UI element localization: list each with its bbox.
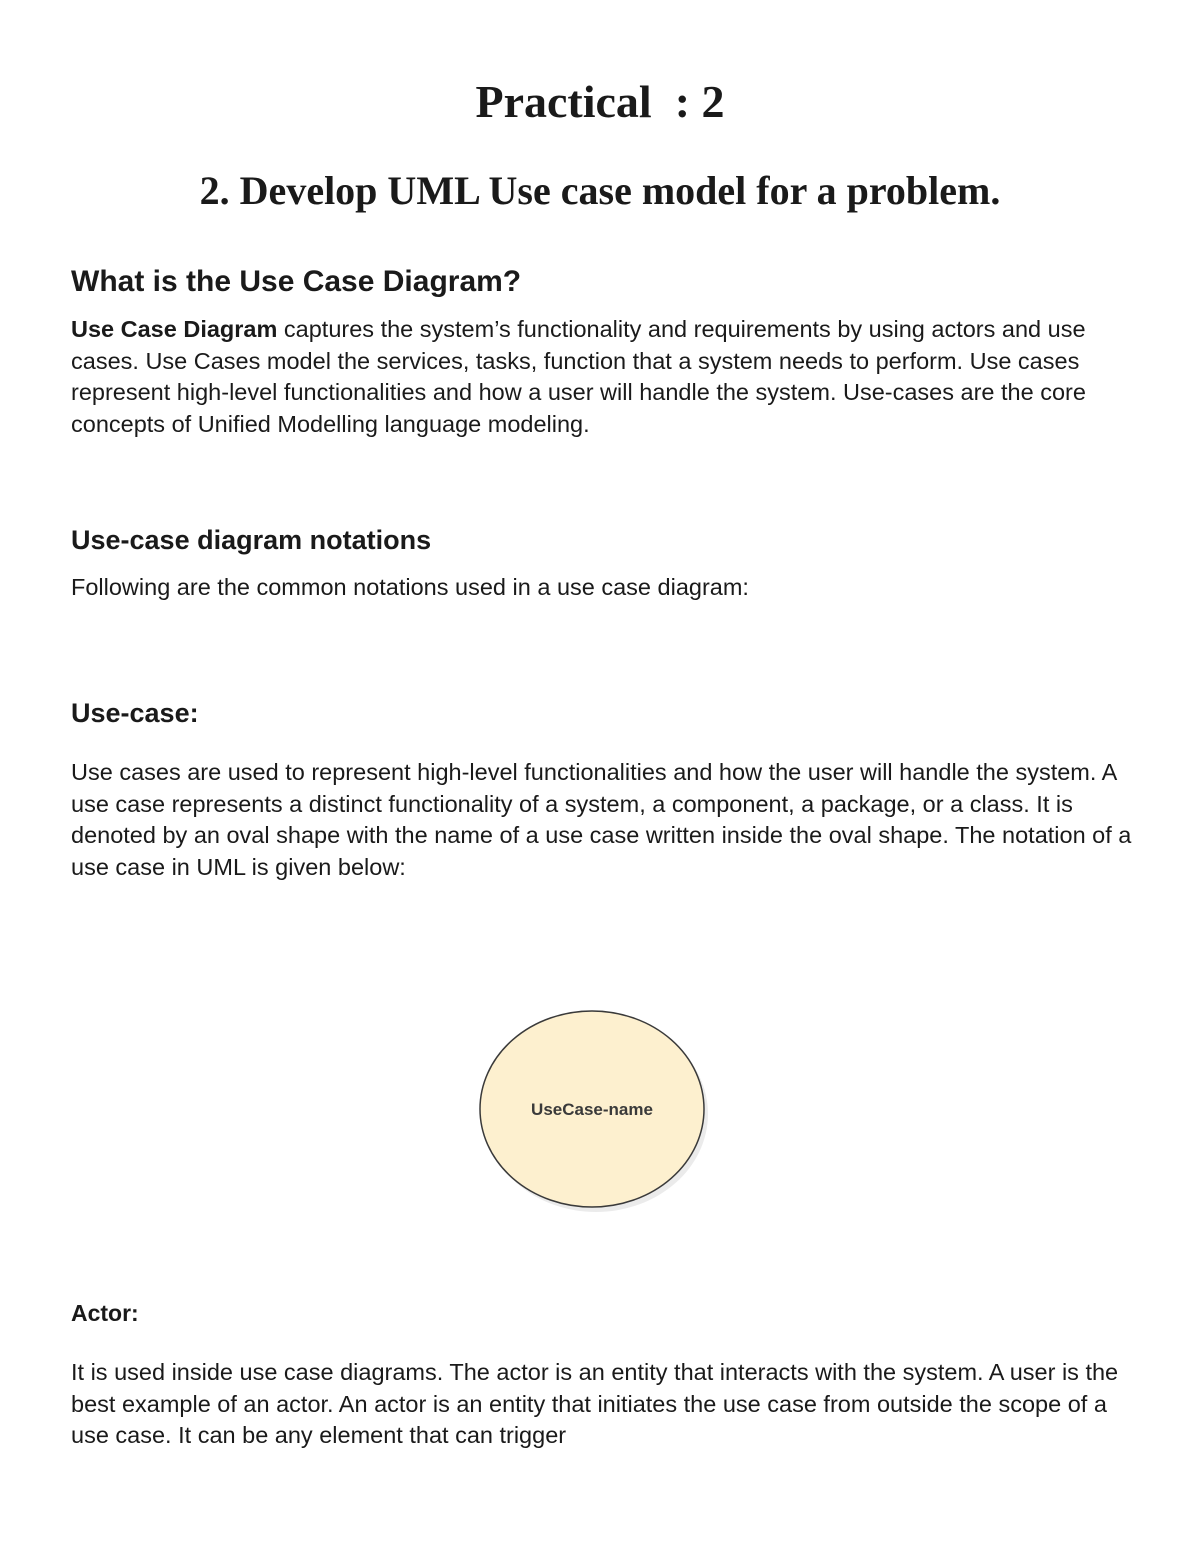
use-case-oval-label: UseCase-name xyxy=(531,1100,653,1119)
page-subtitle: 2. Develop UML Use case model for a problem. xyxy=(199,168,1001,213)
heading-what-is-use-case-diagram: What is the Use Case Diagram? xyxy=(71,265,522,298)
term-use-case-diagram: Use Case Diagram xyxy=(71,316,278,342)
page-title: Practical : 2 xyxy=(475,76,725,127)
paragraph-notations-intro: Following are the common notations used in a use case diagram: xyxy=(71,574,749,600)
use-case-oval-diagram xyxy=(470,1000,730,1230)
paragraph-what-is-use-case-diagram xyxy=(71,314,1141,440)
paragraph-use-case: Use cases are used to represent high-level functionalities and how the user will handle the system. A use case represents a distinct functionality of a system, a component, a package, or a class. It is denoted by an oval shape with the name of a use case written inside the oval shape. The notation of a use case in UML is given below: xyxy=(71,759,1132,880)
paragraph-actor: It is used inside use case diagrams. The actor is an entity that interacts with the system. A user is the best example of an actor. An actor is an entity that initiates the use case from outside the scope of a use case. It can be any element that can trigger xyxy=(71,1359,1119,1448)
heading-actor: Actor: xyxy=(71,1300,139,1326)
paragraph-what-is-body: captures the system’s functionality and requirements by using actors and use cases. Use Cases model the services, tasks, function that a system needs to perform. Use cases represent high-level functionalities and how a user will handle the system. Use-cases are the core concepts of Unified Modelling language modeling. xyxy=(71,316,1086,437)
heading-use-case: Use-case: xyxy=(71,698,199,728)
heading-use-case-diagram-notations: Use-case diagram notations xyxy=(71,525,432,555)
